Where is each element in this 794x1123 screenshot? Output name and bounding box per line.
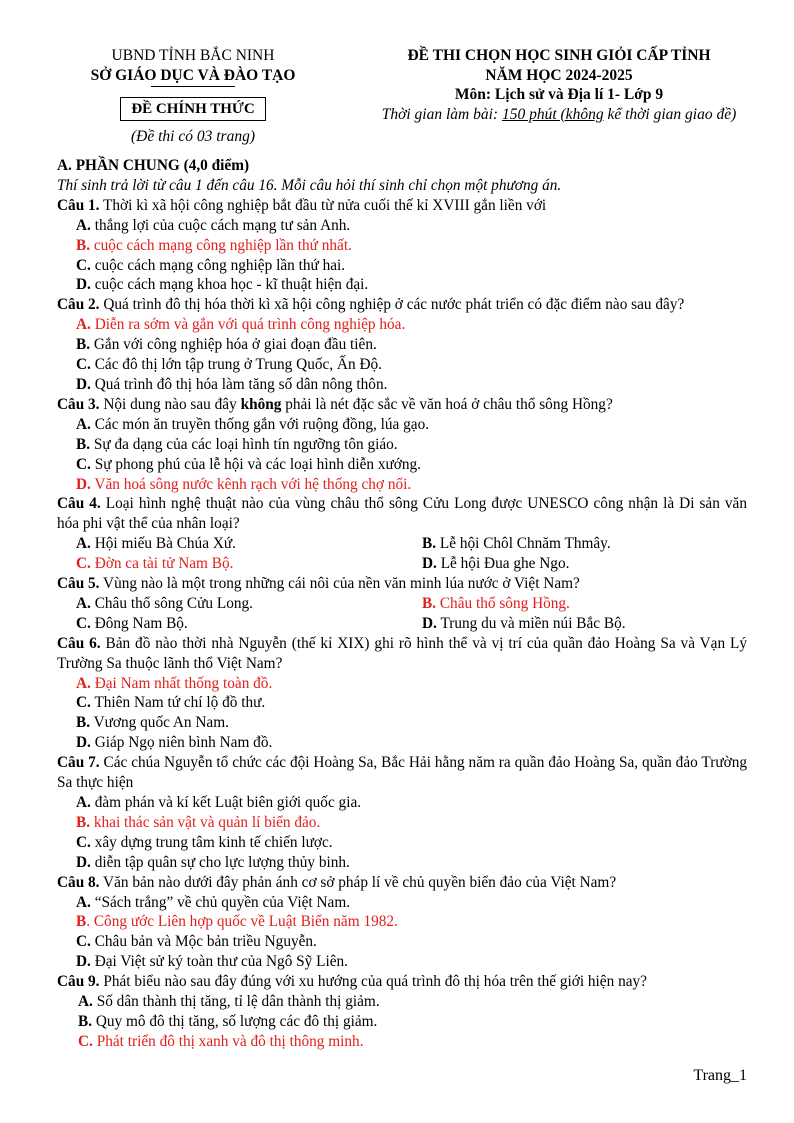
option-5a: A. Châu thổ sông Cửu Long. <box>76 594 253 612</box>
option-6a: A. Đại Nam nhất thống toàn đồ. <box>76 674 273 692</box>
subject: Môn: Lịch sử và Địa lí 1- Lớp 9 <box>454 86 664 103</box>
option-1d: D. cuộc cách mạng khoa học - kĩ thuật hiện đại. <box>76 276 369 294</box>
option-7a: A. đàm phán và kí kết Luật biên giới quốc gia. <box>76 794 362 811</box>
option-6c: C. Thiên Nam tứ chí lộ đồ thư. <box>76 694 266 712</box>
option-5b: B. Châu thổ sông Hồng. <box>422 594 570 612</box>
org-line-1: UBND TỈNH BẮC NINH <box>111 47 275 64</box>
option-4d: D. Lễ hội Đua ghe Ngo. <box>422 555 570 573</box>
option-4c: C. Đờn ca tài tử Nam Bộ. <box>76 555 234 573</box>
option-9b: B. Quy mô đô thị tăng, số lượng các đô thị giảm. <box>78 1012 378 1030</box>
question-1: Câu 1. Thời kì xã hội công nghiệp bắt đầu từ nửa cuối thế kỉ XVIII gắn liền với <box>57 196 547 214</box>
question-5: Câu 5. Vùng nào là một trong những cái nôi của nền văn minh lúa nước ở Việt Nam? <box>57 575 580 593</box>
option-5d: D. Trung du và miền núi Bắc Bộ. <box>422 614 626 632</box>
options-4-row2 <box>57 554 747 574</box>
question-9: Câu 9. Phát biểu nào sau đây đúng với xu hướng của quá trình đô thị hóa trên thế giới hiện nay? <box>57 973 647 991</box>
option-8b: B. Công ước Liên hợp quốc về Luật Biển năm 1982. <box>76 913 398 931</box>
option-5c: C. Đông Nam Bộ. <box>76 614 188 632</box>
option-9c: C. Phát triển đô thị xanh và đô thị thông minh. <box>78 1032 364 1050</box>
option-7b: B. khai thác sản vật và quản lí biển đảo. <box>76 813 321 831</box>
option-4a: A. Hội miếu Bà Chúa Xứ. <box>76 535 236 553</box>
page-number: Trang_1 <box>693 1067 747 1084</box>
option-6d: D. Giáp Ngọ niên bình Nam đồ. <box>76 734 273 752</box>
option-2c: C. Các đô thị lớn tập trung ở Trung Quốc, Ấn Độ. <box>76 356 382 374</box>
option-3a: A. Các món ăn truyền thống gắn với ruộng đồng, lúa gạo. <box>76 415 430 433</box>
option-3d: D. Văn hoá sông nước kênh rạch với hệ thống chợ nổi. <box>76 475 412 493</box>
options-5-row1 <box>57 594 747 614</box>
header-rule <box>151 86 235 87</box>
option-8d: D. Đại Việt sử ký toàn thư của Ngô Sỹ Liên. <box>76 953 348 971</box>
exam-body <box>57 156 747 1052</box>
option-7d: D. diễn tập quân sự cho lực lượng thủy binh. <box>76 853 350 871</box>
option-1a: A. thắng lợi của cuộc cách mạng tư sản Anh. <box>76 216 351 234</box>
option-8a: A. “Sách trắng” về chủ quyền của Việt Nam. <box>76 893 351 911</box>
option-2d: D. Quá trình đô thị hóa làm tăng số dân nông thôn. <box>76 375 388 393</box>
school-year: NĂM HỌC 2024-2025 <box>485 66 633 84</box>
question-2: Câu 2. Quá trình đô thị hóa thời kì xã hội công nghiệp ở các nước phát triển có đặc điểm nào sau đây? <box>57 296 685 314</box>
options-4-row1 <box>57 534 747 554</box>
question-7: Câu 7. Các chúa Nguyễn tổ chức các đội Hoàng Sa, Bắc Hải hằng năm ra quần đảo Hoàng Sa, quần đảo Trường Sa thực hiện <box>57 754 747 792</box>
section-instruction: Thí sinh trả lời từ câu 1 đến câu 16. Mỗi câu hỏi thí sinh chỉ chọn một phương án. <box>57 176 562 194</box>
option-3c: C. Sự phong phú của lễ hội và các loại hình diễn xướng. <box>76 455 421 473</box>
section-title: A. PHẦN CHUNG (4,0 điểm) <box>57 157 250 174</box>
option-1b: B. cuộc cách mạng công nghiệp lần thứ nhất. <box>76 236 352 254</box>
option-3b: B. Sự đa dạng của các loại hình tín ngưỡng tôn giáo. <box>76 435 398 453</box>
time-allowed: Thời gian làm bài: 150 phút (không kể thời gian giao đề) <box>381 105 737 123</box>
option-4b: B. Lễ hội Chôl Chnăm Thmây. <box>422 535 611 553</box>
official-box: ĐỀ CHÍNH THỨC <box>120 97 265 121</box>
option-6b: B. Vương quốc An Nam. <box>76 714 229 732</box>
question-3: Câu 3. Nội dung nào sau đây không phải là nét đặc sắc về văn hoá ở châu thổ sông Hồng? <box>57 395 613 413</box>
question-6: Câu 6. Bản đồ nào thời nhà Nguyễn (thế kỉ XIX) ghi rõ hình thể và vị trí của quần đảo Hoàng Sa và Vạn Lý Trường Sa thuộc lãnh thổ Việt Nam? <box>57 634 748 672</box>
option-1c: C. cuộc cách mạng công nghiệp lần thứ hai. <box>76 256 346 274</box>
option-9a: A. Số dân thành thị tăng, tỉ lệ dân thành thị giảm. <box>78 993 380 1011</box>
option-2a: A. Diễn ra sớm và gắn với quá trình công nghiệp hóa. <box>76 316 406 334</box>
pages-note: (Đề thi có 03 trang) <box>131 128 255 145</box>
question-4: Câu 4. Loại hình nghệ thuật nào của vùng châu thổ sông Cửu Long được UNESCO công nhận là Di sản văn hóa phi vật thể của nhân loại? <box>57 495 747 533</box>
option-8c: C. Châu bản và Mộc bản triều Nguyễn. <box>76 933 317 951</box>
header-right <box>356 46 762 124</box>
header-left <box>62 46 324 147</box>
exam-title: ĐỀ THI CHỌN HỌC SINH GIỎI CẤP TỈNH <box>407 47 711 64</box>
org-line-2: SỞ GIÁO DỤC VÀ ĐÀO TẠO <box>90 67 296 84</box>
options-5-row2 <box>57 614 747 634</box>
question-8: Câu 8. Văn bản nào dưới đây phản ánh cơ sở pháp lí về chủ quyền biển đảo của Việt Nam? <box>57 873 617 891</box>
option-7c: C. xây dựng trung tâm kinh tế chiến lược. <box>76 833 333 851</box>
option-2b: B. Gắn với công nghiệp hóa ở giai đoạn đầu tiên. <box>76 336 377 354</box>
